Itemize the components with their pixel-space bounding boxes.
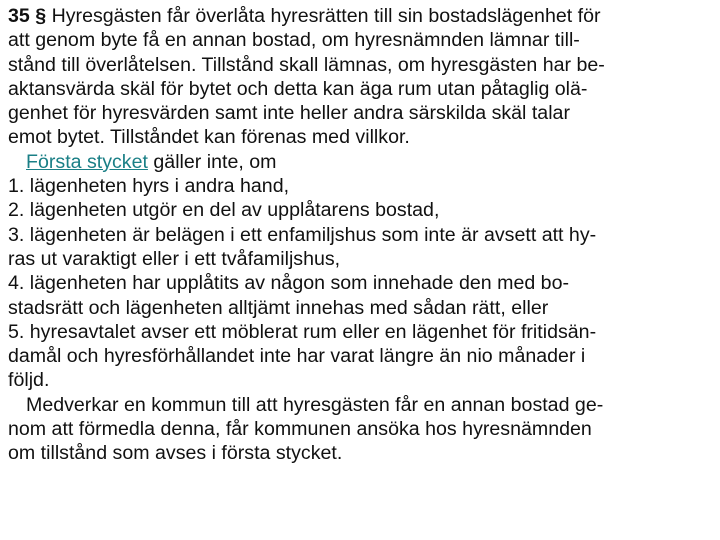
paragraph-line [8,4,716,28]
list-item: 5. hyresavtalet avser ett möblerat rum eller en lägenhet för fritidsän- [8,320,597,343]
list-item-continued: ras ut varaktigt eller i ett tvåfamiljshus, [8,247,341,270]
paragraph-line: om tillstånd som avses i första stycket. [8,442,343,465]
paragraph-line [8,150,716,174]
list-item: 1. lägenheten hyrs i andra hand, [8,175,290,198]
list-item: 4. lägenheten har upplåtits av någon som innehade den med bo- [8,272,570,295]
paragraph-line: Medverkar en kommun till att hyresgästen får en annan bostad ge- [26,393,604,416]
paragraph-line: nom att förmedla denna, får kommunen ansöka hos hyresnämnden [8,418,592,441]
section-number: 35 § [8,5,47,27]
first-paragraph-link[interactable]: Första stycket [26,150,148,173]
list-item: 2. lägenheten utgör en del av upplåtarens bostad, [8,199,440,222]
list-item-continued: stadsrätt och lägenheten alltjämt innehas med sådan rätt, eller [8,296,549,319]
paragraph-line: stånd till överlåtelsen. Tillstånd skall lämnas, om hyresgästen har be- [8,53,605,76]
paragraph-line: aktansvärda skäl för bytet och detta kan äga rum utan påtaglig olä- [8,77,588,100]
list-item-continued: damål och hyresförhållandet inte har varat längre än nio månader i [8,345,586,368]
list-item-continued: följd. [8,369,50,392]
paragraph-text: Hyresgästen får överlåta hyresrätten till sin bostadslägenhet för [51,5,601,27]
paragraph-text: gäller inte, om [147,150,277,173]
list-item: 3. lägenheten är belägen i ett enfamiljshus som inte är avsett att hy- [8,223,597,246]
legal-text [8,4,716,466]
paragraph-line: emot bytet. Tillståndet kan förenas med villkor. [8,126,410,149]
paragraph-line: genhet för hyresvärden samt inte heller andra särskilda skäl talar [8,102,570,125]
paragraph-line: att genom byte få en annan bostad, om hyresnämnden lämnar till- [8,29,580,52]
